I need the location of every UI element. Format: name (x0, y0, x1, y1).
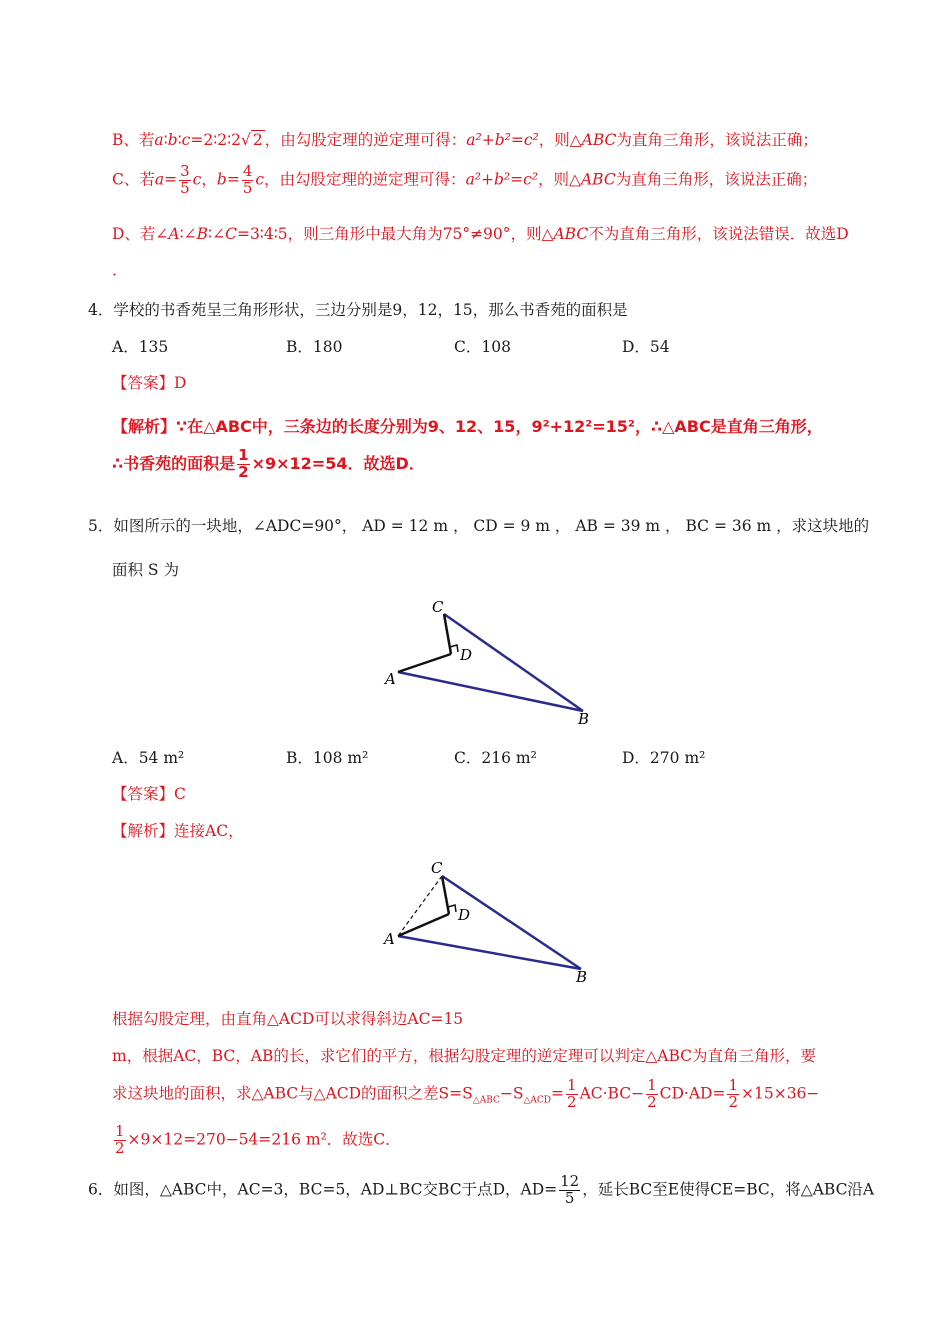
q5-solution-line2: m，根据AC，BC，AB的长，求它们的平方，根据勾股定理的逆定理可以判定△ABC为直角三角形，要 (112, 1047, 817, 1065)
q5-answer: 【答案】C (112, 785, 186, 803)
question-4-stem: 4．学校的书香苑呈三角形形状，三边分别是9，12，15，那么书香苑的面积是 (88, 301, 628, 319)
q4-answer: 【答案】D (112, 374, 187, 392)
label-b: B (578, 710, 590, 726)
q5-explanation-label: 【解析】连接AC， (112, 822, 244, 840)
q5-option-c: C．216 m² (454, 749, 537, 767)
question-5-stem-line1: 5．如图所示的一块地，∠ADC=90°， AD = 12 m ， CD = 9 m ， AB = 39 m ， BC = 36 m ，求这块地的 (88, 517, 870, 535)
label-b: B (576, 968, 588, 986)
label-c: C (431, 859, 443, 877)
option-d-explanation: D、若∠A∶∠B∶∠C=3∶4∶5，则三角形中最大角为75°≠90°，则△ABC不为直角三角形，该说法错误．故选D (112, 225, 849, 243)
q5-solution-line3: 求这块地的面积，求△ABC与△ACD的面积之差$S=S_{\triangle ABC}-S_{\triangle ACD}=$ $\frac{1}{2}$ AC·BC− $\frac{1}{2}$ CD·AD= $\frac{1}{2}$ ×15×36− (112, 1076, 820, 1111)
option-c-explanation: C、若a= $\frac{3}{5}$ c，b= $\frac{4}{5}$ c，由勾股定理的逆定理可得：a²+b²=c²，则△ABC为直角三角形，该说法正确； (112, 162, 818, 197)
fraction: $\frac{1}{2}$ (728, 1076, 738, 1111)
label-a: A (385, 670, 396, 688)
label-c: C (432, 598, 444, 616)
fraction: $\frac{1}{2}$ (115, 1122, 125, 1157)
quadrilateral-figure (380, 596, 600, 726)
q5-solution-line4: $\frac{1}{2}$ ×9×12=270−54=216 m²．故选C． (115, 1122, 401, 1157)
q4-explanation-line2: ∴书香苑的面积是 $\frac{1}{2}$ ×9×12=54．故选D． (112, 446, 425, 481)
segment-cd (444, 614, 451, 654)
q5-option-a: A．54 m² (112, 749, 185, 767)
label-a: A (384, 930, 395, 948)
q5-option-d: D．270 m² (622, 749, 706, 767)
fraction: $\frac{1}{2}$ (647, 1076, 657, 1111)
q4-option-b: B．180 (286, 338, 343, 356)
segment-ad (398, 654, 451, 672)
segment-ad (398, 914, 449, 936)
fraction: $\frac{1}{2}$ (238, 446, 249, 481)
fraction: $\frac{4}{5}$ (242, 162, 253, 197)
q4-option-a: A．135 (112, 338, 169, 356)
q4-option-c: C．108 (454, 338, 511, 356)
label-d: D (460, 646, 473, 664)
q5-solution-line1: 根据勾股定理，由直角△ACD可以求得斜边AC=15 (112, 1010, 464, 1028)
q5-option-b: B．108 m² (286, 749, 369, 767)
question-5-stem-line2: 面积 S 为 (112, 561, 179, 579)
fraction: $\frac{1}{2}$ (567, 1076, 577, 1111)
solution-figure (376, 856, 596, 986)
segment-cd (442, 876, 449, 914)
segment-ab (398, 936, 581, 969)
sqrt-symbol: √ 2 (241, 131, 263, 149)
q4-explanation-line1: 【解析】∵在△ABC中，三条边的长度分别为9、12、15，9²+12²=15²，∴△ABC是直角三角形， (112, 417, 823, 436)
option-d-continuation: ． (112, 261, 128, 279)
q4-option-d: D．54 (622, 338, 670, 356)
question-6-stem: 6．如图，△ABC中，AC=3，BC=5，AD⊥BC交BC于点D，AD= $\frac{12}{5}$ ，延长BC至E使得CE=BC，将△ABC沿A (88, 1172, 875, 1207)
label-d: D (458, 906, 471, 924)
fraction: $\frac{12}{5}$ (560, 1172, 580, 1207)
fraction: $\frac{3}{5}$ (180, 162, 190, 197)
option-b-explanation: B、若a∶b∶c=2∶2∶2√ 2 ，由勾股定理的逆定理可得：a²+b²=c²，则△ABC为直角三角形，该说法正确； (112, 131, 818, 149)
